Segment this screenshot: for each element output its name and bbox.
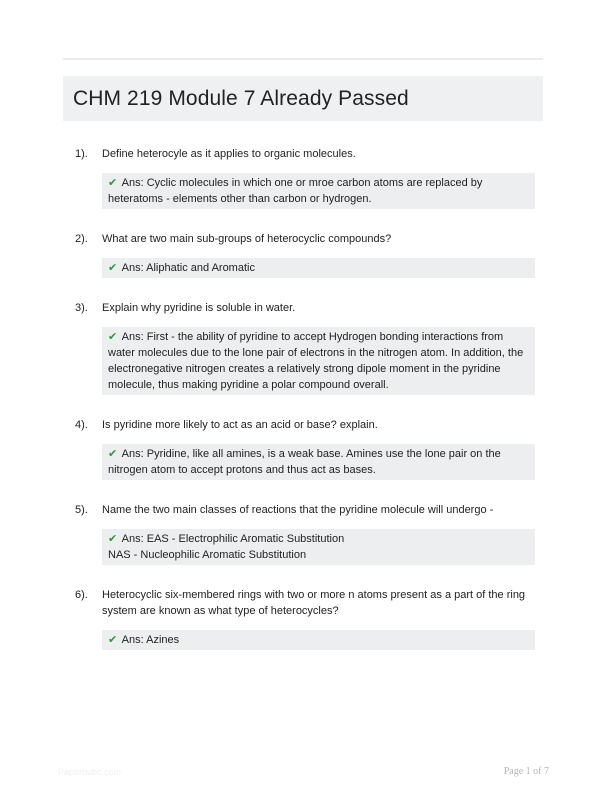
answer-text: Ans: Cyclic molecules in which one or mroe carbon atoms are replaced by heteratoms - elements other than carbon or hydrogen.	[108, 177, 483, 205]
answer-box	[102, 444, 535, 480]
question-item	[63, 417, 543, 480]
question-item	[63, 587, 543, 650]
question-text: Is pyridine more likely to act as an acid or base? explain.	[102, 419, 378, 431]
question-number: 1).	[75, 148, 88, 160]
question-text: Heterocyclic six-membered rings with two or more n atoms present as a part of the ring system are known as what type of heterocycles?	[102, 589, 526, 617]
check-icon: ✔	[108, 177, 118, 189]
answer-text: Ans: Pyridine, like all amines, is a weak base. Amines use the lone pair on the nitrogen atom to accept protons and thus act as bases.	[108, 448, 501, 476]
question-number: 2).	[75, 233, 88, 245]
check-icon: ✔	[108, 331, 118, 343]
answer-text: Ans: Aliphatic and Aromatic	[121, 262, 255, 274]
answer-text: Ans: EAS - Electrophilic Aromatic Substitution	[121, 533, 345, 545]
answer-box	[102, 258, 535, 278]
question-text: What are two main sub-groups of heterocyclic compounds?	[102, 233, 392, 245]
question-text: Explain why pyridine is soluble in water.	[102, 302, 296, 314]
answer-box	[102, 529, 535, 565]
answer-text-line2: NAS - Nucleophilic Aromatic Substitution	[108, 549, 307, 561]
answer-box	[102, 173, 535, 209]
check-icon: ✔	[108, 533, 118, 545]
question-list	[63, 146, 543, 672]
page-indicator: Page 1 of 7	[503, 766, 549, 777]
top-divider	[63, 58, 543, 60]
question-item	[63, 231, 543, 278]
check-icon: ✔	[108, 448, 118, 460]
answer-box	[102, 630, 535, 650]
question-number: 3).	[75, 302, 88, 314]
question-text: Name the two main classes of reactions that the pyridine molecule will undergo -	[102, 504, 494, 516]
question-item	[63, 502, 543, 565]
page-title: CHM 219 Module 7 Already Passed	[73, 86, 409, 110]
question-item	[63, 146, 543, 209]
question-number: 4).	[75, 419, 88, 431]
watermark: Paperbubc.com	[58, 767, 122, 777]
question-number: 6).	[75, 589, 88, 601]
question-text: Define heterocyle as it applies to organic molecules.	[102, 148, 356, 160]
check-icon: ✔	[108, 634, 118, 646]
answer-box	[102, 327, 535, 395]
question-number: 5).	[75, 504, 88, 516]
title-bar	[63, 76, 543, 121]
answer-text: Ans: Azines	[121, 634, 180, 646]
answer-text: Ans: First - the ability of pyridine to accept Hydrogen bonding interactions from water molecules due to the lone pair of electrons in the nitrogen atom. In addition, the electronegative nitrogen creates a relatively strong dipole moment in the pyridine molecule, thus making pyridine a polar compound overall.	[108, 331, 524, 391]
check-icon: ✔	[108, 262, 118, 274]
question-item	[63, 300, 543, 395]
